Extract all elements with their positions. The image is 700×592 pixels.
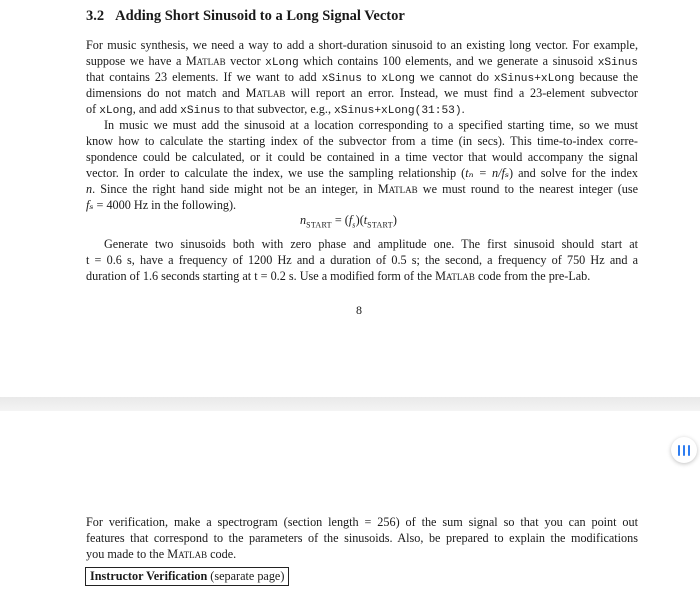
para3-line3: duration of 1.6 seconds starting at t = 0.2 s. Use a modified form of the Matlab code from the pre-Lab. [86, 269, 591, 283]
verification-line3: you made to the Matlab code. [86, 547, 237, 561]
section-heading [86, 8, 405, 25]
para2-line4: vector. In order to calculate the index, we use the sampling relationship (tₙ = n/fₛ) and solve for the index [86, 166, 638, 180]
instructor-verification-box: Instructor Verification (separate page) [85, 567, 289, 586]
para1-line5: of xLong, and add xSinus to that subvector, e.g., xSinus+xLong(31:53). [86, 102, 465, 117]
para2-line5: n. Since the right hand side might not be an integer, in Matlab we must round to the nearest integer (use [86, 182, 638, 196]
para3-line2: t = 0.6 s, have a frequency of 1200 Hz and a duration of 0.5 s; the second, a frequency of 750 Hz and a [86, 253, 638, 267]
page-9 [0, 411, 700, 592]
verification-line2: features that correspond to the parameters of the sinusoids. Also, be prepared to explain the modifications [86, 531, 638, 545]
para3-line1: Generate two sinusoids both with zero phase and amplitude one. The first sinusoid should start at [104, 237, 638, 251]
para1-line2: suppose we have a Matlab vector xLong which contains 100 elements, and we generate a sinusoid xSinus [86, 54, 638, 69]
verification-line1: For verification, make a spectrogram (section length = 256) of the sum signal so that you can point out [86, 515, 638, 529]
para2-line1: In music we must add the sinusoid at a location corresponding to a specified starting time, so we must [104, 118, 638, 132]
section-title: Adding Short Sinusoid to a Long Signal Vector [115, 8, 405, 24]
para2-line6: fₛ = 4000 Hz in the following). [86, 198, 237, 212]
scroll-bar-2 [683, 445, 685, 456]
para1-line4: dimensions do not match and Matlab will report an error. Instead, we must find a 23-element subvector [86, 86, 638, 100]
scroll-indicator-icon[interactable] [671, 437, 697, 463]
para1-line1: For music synthesis, we need a way to add a short-duration sinusoid to an existing long vector. For example, [86, 38, 638, 52]
scroll-bar-1 [678, 445, 680, 456]
para1-line3: that contains 23 elements. If we want to add xSinus to xLong we cannot do xSinus+xLong because the [86, 70, 638, 85]
page-number: 8 [356, 303, 362, 317]
scroll-bar-3 [688, 445, 690, 456]
page-separator [0, 397, 700, 411]
para2-line3: spondence could be calculated, or it could be contained in a time vector that would accompany the signal [86, 150, 638, 164]
section-number: 3.2 [86, 8, 105, 24]
para2-line2: know how to calculate the starting index of the subvector from a time (in secs). This time-to-index corre- [86, 134, 638, 148]
start-index-formula: $n_{START} = (f_s)(t_{START})$ [300, 213, 397, 230]
